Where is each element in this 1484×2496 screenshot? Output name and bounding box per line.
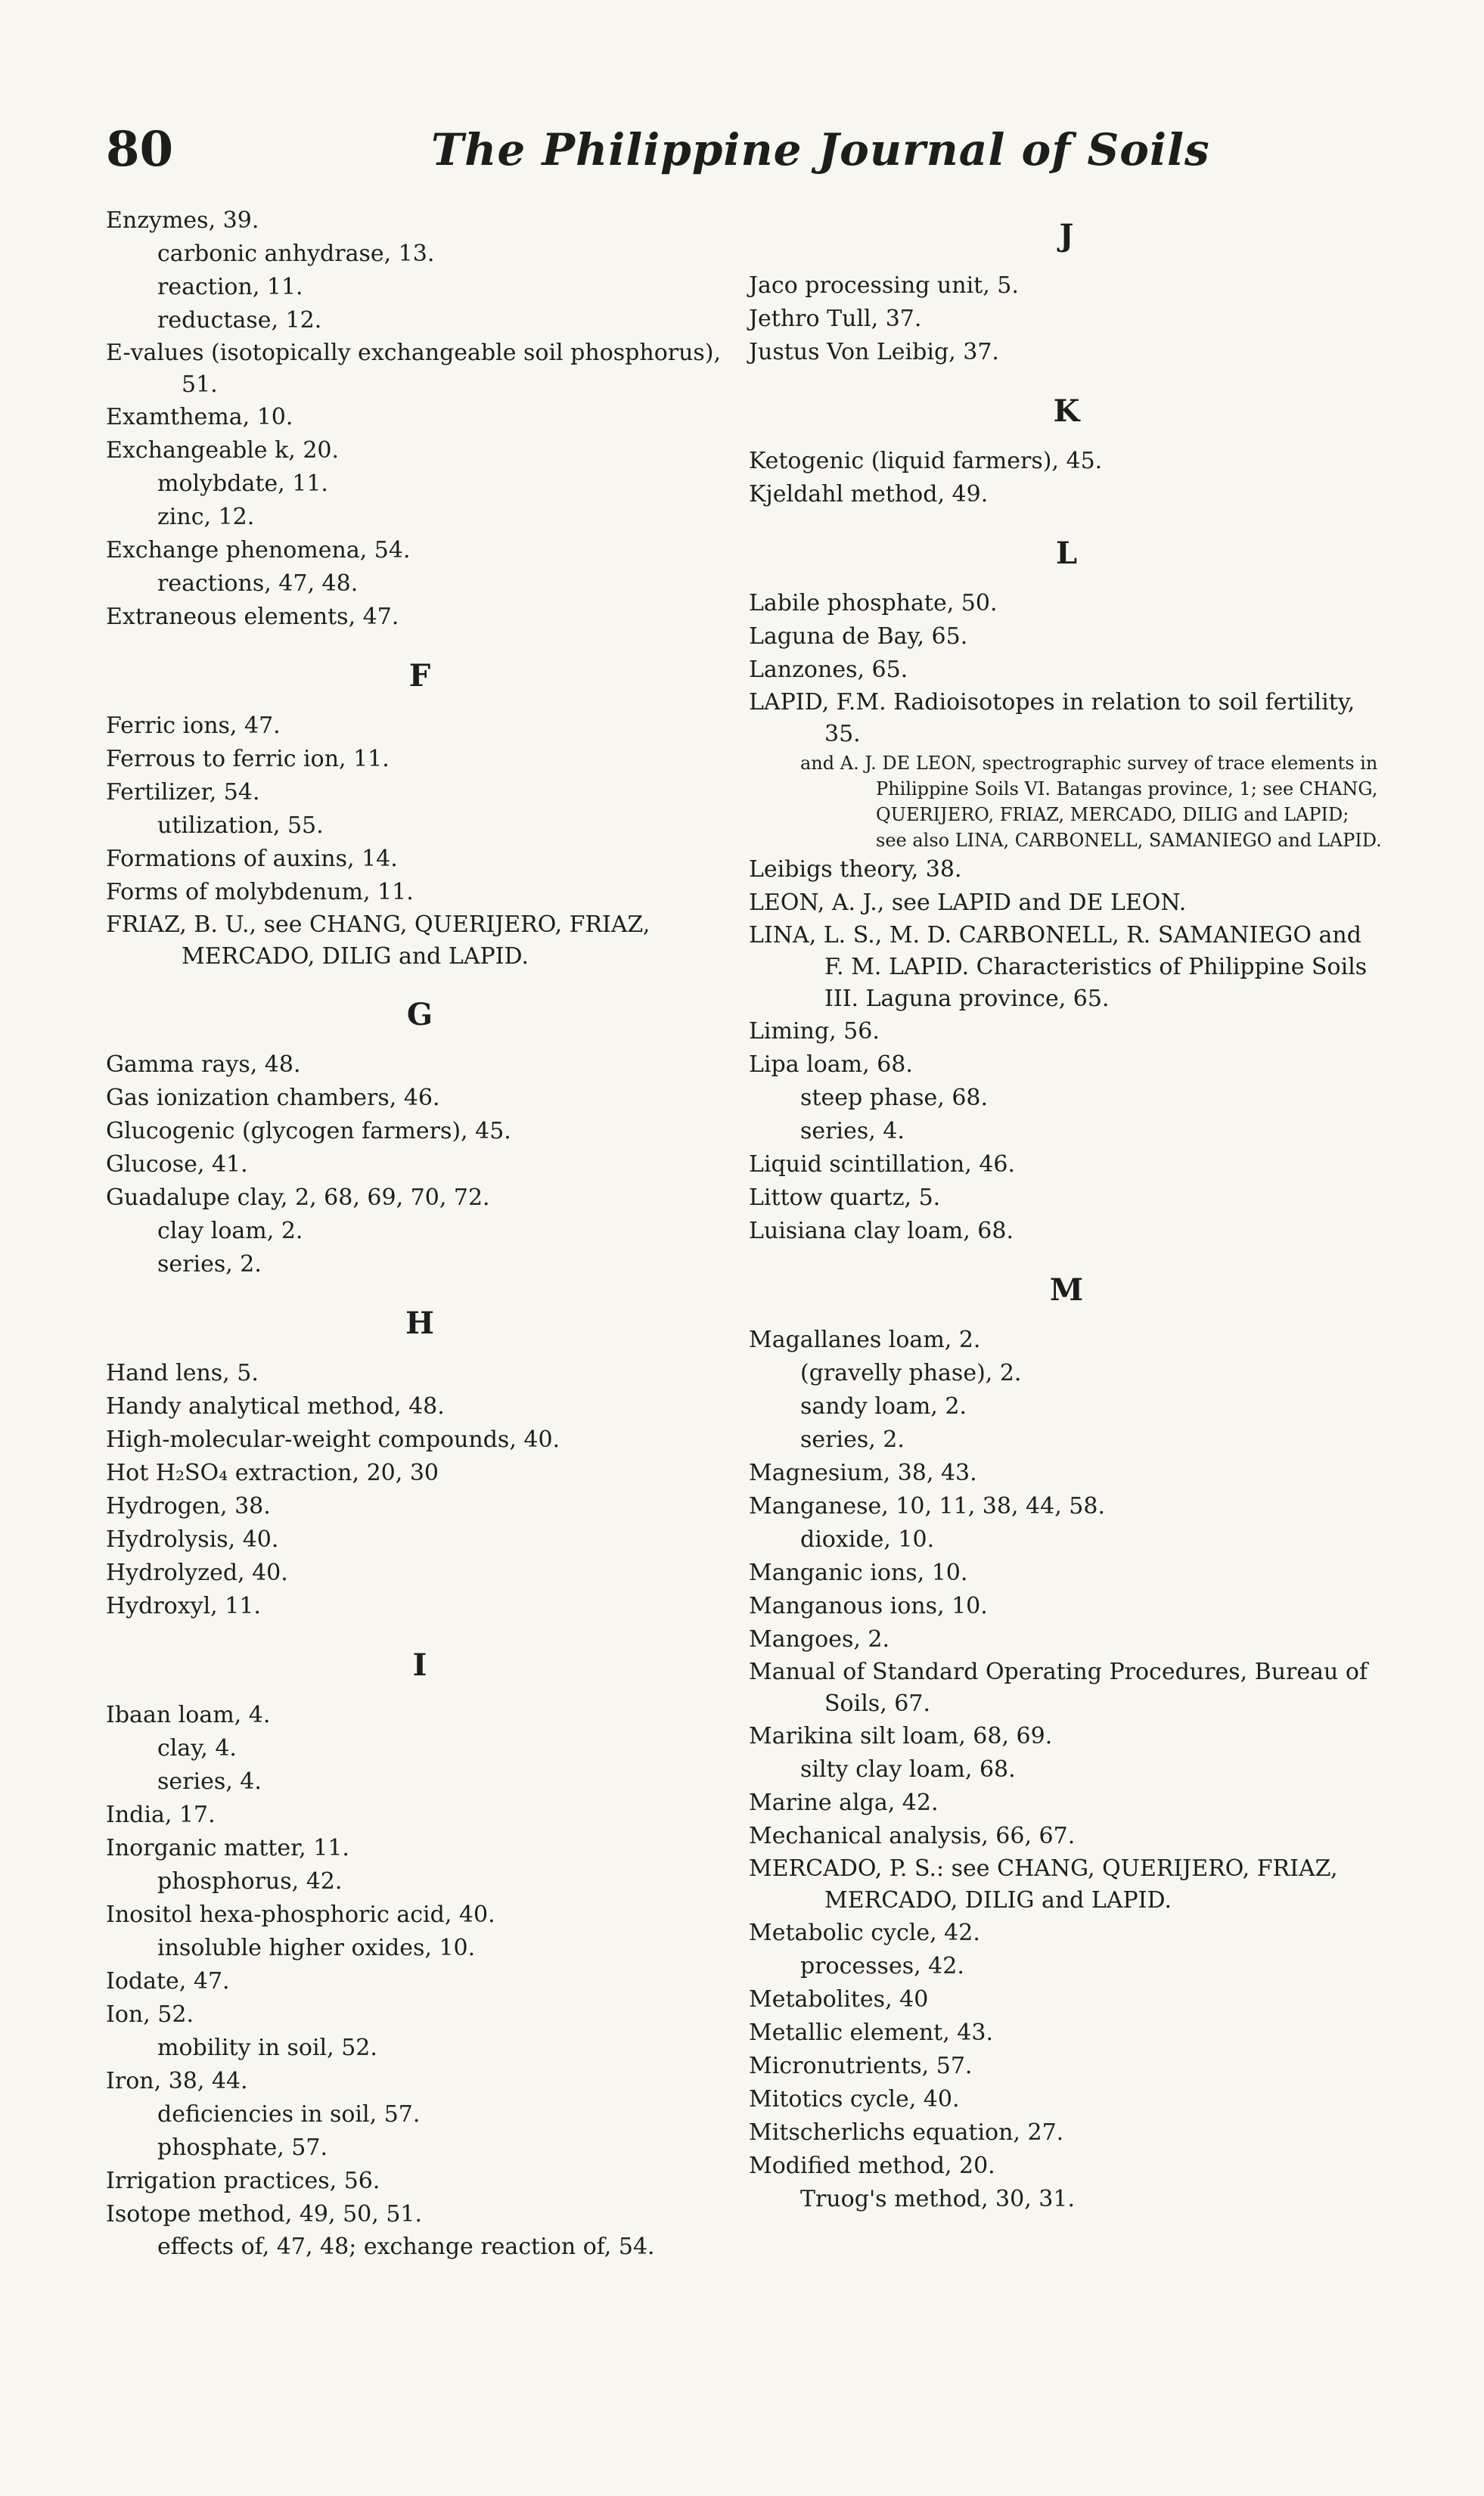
index-entry: clay loam, 2. [157,1218,303,1244]
index-entry: Hydrogen, 38. [106,1493,271,1520]
index-entry: Modified method, 20. [749,2153,995,2179]
index-entry: Ion, 52. [106,2001,194,2028]
index-entry: Laguna de Bay, 65. [749,623,968,650]
index-entry: Labile phosphate, 50. [749,590,998,616]
index-entry: Hydroxyl, 11. [106,1593,261,1619]
index-entry: Micronutrients, 57. [749,2053,973,2079]
index-entry: High-molecular-weight compounds, 40. [106,1427,560,1453]
index-entry: Justus Von Leibig, 37. [749,339,999,365]
index-entry: Mitotics cycle, 40. [749,2086,960,2113]
index-section [749,213,1384,369]
index-entry: Marine alga, 42. [749,1790,939,1816]
index-entry: Iodate, 47. [106,1968,230,1995]
index-entry: Handy analytical method, 48. [106,1393,445,1420]
index-entry: Ferrous to ferric ion, 11. [106,746,390,772]
index-entry: MERCADO, P. S.: see CHANG, QUERIJERO, FRIAZ, MERCADO, DILIG and LAPID. [749,1855,1338,1914]
index-entry: Gamma rays, 48. [106,1051,301,1078]
index-entry: deficiencies in soil, 57. [157,2101,421,2128]
index-section [749,1268,1384,2216]
index-entry: processes, 42. [800,1953,964,1979]
index-entry: Hand lens, 5. [106,1360,259,1386]
section-letter: G [406,997,433,1032]
index-entry: Mangoes, 2. [749,1626,890,1653]
section-letter: H [405,1305,434,1341]
index-section [106,653,734,973]
index-entry: Magnesium, 38, 43. [749,1460,977,1486]
page-number: 80 [106,121,174,178]
index-entry: Formations of auxins, 14. [106,846,398,872]
index-entry: Gas ionization chambers, 46. [106,1085,440,1111]
index-entry: carbonic anhydrase, 13. [157,241,435,267]
index-entry: Manganic ions, 10. [749,1560,968,1586]
index-entry: Lipa loam, 68. [749,1051,913,1078]
index-entry: (gravelly phase), 2. [800,1360,1022,1386]
section-letter: J [1059,218,1074,253]
index-entry: Examthema, 10. [106,404,293,430]
index-entry: Mechanical analysis, 66, 67. [749,1823,1076,1849]
index-entry: Ferric ions, 47. [106,712,281,739]
section-letter: M [1049,1272,1084,1308]
index-entry: Littow quartz, 5. [749,1184,941,1211]
index-entry: Magallanes loam, 2. [749,1327,981,1353]
index-entry: LEON, A. J., see LAPID and DE LEON. [749,889,1187,916]
index-entry: Inositol hexa-phosphoric acid, 40. [106,1901,495,1928]
index-entry: insoluble higher oxides, 10. [157,1935,476,1961]
index-entry: FRIAZ, B. U., see CHANG, QUERIJERO, FRIAZ, MERCADO, DILIG and LAPID. [106,911,650,970]
index-entry: and A. J. DE LEON, spectrographic survey of trace elements in Philippine Soils VI. Batangas province, 1; see CHANG, QUERIJERO, FRIAZ, MERCADO, DILIG and LAPID; see also LINA, CARBONELL, SAMANIEGO and LAPID. [800,753,1382,851]
section-letter: L [1055,536,1078,571]
index-entry: Manganese, 10, 11, 38, 44, 58. [749,1493,1106,1520]
index-entry: series, 2. [157,1251,262,1277]
index-entry: E-values (isotopically exchangeable soil phosphorus), 51. [106,340,722,398]
index-entry: Guadalupe clay, 2, 68, 69, 70, 72. [106,1184,490,1211]
index-entry: Metabolites, 40 [749,1986,929,2013]
index-entry: Glucogenic (glycogen farmers), 45. [106,1118,511,1144]
index-entry: Manganous ions, 10. [749,1593,988,1619]
index-entry: Leibigs theory, 38. [749,856,962,883]
index-entry: Iron, 38, 44. [106,2068,248,2094]
index-entry: Inorganic matter, 11. [106,1835,349,1861]
index-entry: Hot H₂SO₄ extraction, 20, 30 [106,1460,439,1486]
index-entry: phosphorus, 42. [157,1868,343,1895]
index-section [749,389,1384,511]
index-section [106,992,734,1281]
index-entry: Ketogenic (liquid farmers), 45. [749,448,1103,474]
index-entry: Metabolic cycle, 42. [749,1920,980,1946]
index-entry: Isotope method, 49, 50, 51. [106,2201,423,2227]
index-entry: reductase, 12. [157,307,322,334]
index-section [749,531,1384,1248]
index-section [106,204,734,634]
index-entry: Hydrolyzed, 40. [106,1560,288,1586]
index-entry: series, 4. [800,1118,905,1144]
index-entry: effects of, 47, 48; exchange reaction of, 54. [157,2234,655,2260]
index-entry: reactions, 47, 48. [157,570,359,597]
index-entry: molybdate, 11. [157,470,328,497]
section-letter: F [408,658,431,694]
index-section [106,1643,734,2263]
index-entry: Liquid scintillation, 46. [749,1151,1016,1178]
index-entry: Lanzones, 65. [749,657,908,683]
index-entry: phosphate, 57. [157,2134,328,2161]
index-column-right [749,204,1384,2236]
index-entry: Exchange phenomena, 54. [106,537,411,563]
index-entry: Extraneous elements, 47. [106,604,399,630]
index-entry: mobility in soil, 52. [157,2035,377,2061]
index-entry: Kjeldahl method, 49. [749,481,989,508]
journal-title: The Philippine Journal of Soils [431,124,1210,175]
section-letter: K [1053,393,1080,429]
index-entry: LAPID, F.M. Radioisotopes in relation to soil fertility, 35. [749,689,1355,747]
index-entry: Fertilizer, 54. [106,779,260,806]
index-entry: reaction, 11. [157,274,303,300]
index-entry: Jethro Tull, 37. [749,306,922,332]
index-entry: Irrigation practices, 56. [106,2168,380,2194]
index-entry: Luisiana clay loam, 68. [749,1218,1014,1244]
index-entry: Enzymes, 39. [106,207,259,234]
index-entry: Liming, 56. [749,1018,880,1045]
index-entry: zinc, 12. [157,504,255,530]
index-entry: Glucose, 41. [106,1151,248,1178]
index-entry: sandy loam, 2. [800,1393,967,1420]
index-entry: dioxide, 10. [800,1526,935,1553]
index-entry: Mitscherlichs equation, 27. [749,2119,1064,2146]
index-entry: Exchangeable k, 20. [106,437,340,464]
index-entry: LINA, L. S., M. D. CARBONELL, R. SAMANIEGO and F. M. LAPID. Characteristics of Philippine Soils III. Laguna province, 65. [749,922,1368,1012]
index-entry: India, 17. [106,1802,216,1828]
index-entry: utilization, 55. [157,812,324,839]
index-entry: Truog's method, 30, 31. [800,2186,1075,2212]
index-entry: Manual of Standard Operating Procedures, Bureau of Soils, 67. [749,1659,1368,1717]
index-entry: Jaco processing unit, 5. [749,272,1019,299]
index-entry: Forms of molybdenum, 11. [106,879,414,905]
index-entry: Ibaan loam, 4. [106,1702,271,1728]
index-entry: series, 4. [157,1768,262,1795]
page-header [106,121,1392,189]
index-entry: Metallic element, 43. [749,2019,993,2046]
index-entry: Hydrolysis, 40. [106,1526,279,1553]
index-section [106,1301,734,1623]
index-entry: series, 2. [800,1427,905,1453]
index-entry: Marikina silt loam, 68, 69. [749,1723,1053,1749]
index-entry: steep phase, 68. [800,1085,989,1111]
index-entry: silty clay loam, 68. [800,1756,1016,1783]
section-letter: I [412,1647,427,1683]
index-column-left [106,204,734,2283]
index-entry: clay, 4. [157,1735,237,1762]
